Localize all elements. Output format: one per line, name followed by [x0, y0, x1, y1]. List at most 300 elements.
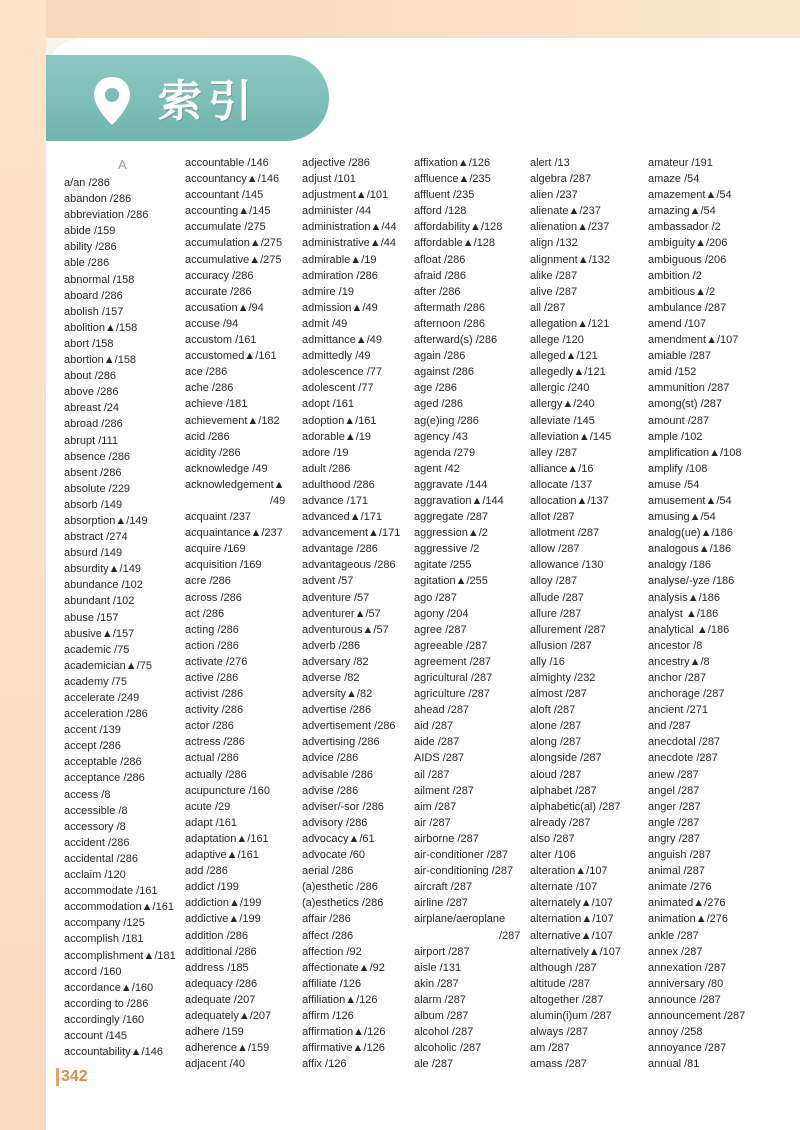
index-entry: advisory /286	[302, 816, 368, 829]
index-entry: alter /106	[530, 849, 576, 862]
index-entry: anger /287	[648, 800, 701, 813]
index-entry: absent /286	[64, 466, 122, 479]
index-entry: air-conditioner /287	[414, 849, 509, 862]
index-entry: amusing▲/54	[648, 511, 716, 524]
index-entry: affiliate /126	[302, 977, 362, 990]
index-entry: advertise /286	[302, 704, 372, 717]
index-entry: adolescent /77	[302, 382, 374, 395]
index-entry: allusion /287	[530, 639, 592, 652]
index-entry: adherence▲/159	[185, 1042, 270, 1055]
index-entry: alphabetic(al) /287	[530, 800, 621, 813]
index-entry: accessory /8	[64, 820, 126, 833]
index-entry: accountant /145	[185, 189, 264, 202]
index-entry: academician▲/75	[64, 659, 152, 672]
index-entry: admit /49	[302, 317, 348, 330]
index-entry: amaze /54	[648, 173, 700, 186]
index-entry: acute /29	[185, 800, 231, 813]
index-entry: ambiguous /206	[648, 253, 727, 266]
index-entry: acquaintance▲/237	[185, 527, 283, 540]
index-entry: alcoholic /287	[414, 1042, 482, 1055]
index-entry: amplify /108	[648, 462, 708, 475]
index-entry: accounting▲/145	[185, 205, 271, 218]
index-entry: analyst ▲/186	[648, 607, 719, 620]
index-entry: afterward(s) /286	[414, 334, 498, 347]
index-entry: allotment /287	[530, 527, 600, 540]
index-entry: allow /287	[530, 543, 580, 556]
index-entry: advantageous /286	[302, 559, 396, 572]
title-banner	[46, 55, 329, 141]
index-entry: adversary /82	[302, 655, 369, 668]
index-entry: accessible /8	[64, 804, 128, 817]
index-entry: amend /107	[648, 317, 707, 330]
index-entry: alternation▲/107	[530, 913, 614, 926]
index-entry: align /132	[530, 237, 578, 250]
index-entry: abolish /157	[64, 305, 124, 318]
index-entry: acquisition /169	[185, 559, 262, 572]
index-entry: adventurous▲/57	[302, 623, 389, 636]
index-entry: affix /126	[302, 1058, 347, 1071]
index-entry: alumin(i)um /287	[530, 1009, 612, 1022]
index-entry: allegedly▲/121	[530, 366, 606, 379]
index-entry: affordable▲/128	[414, 237, 496, 250]
index-entry: adaptive▲/161	[185, 849, 259, 862]
index-entry: alternatively▲/107	[530, 945, 621, 958]
index-entry: airport /287	[414, 945, 470, 958]
index-entry: alphabet /287	[530, 784, 597, 797]
index-entry: advance /171	[302, 494, 369, 507]
index-entry: all /287	[530, 301, 566, 314]
index-entry: adverse /82	[302, 672, 360, 684]
index-entry: agony /204	[414, 607, 469, 620]
index-entry: altogether /287	[530, 993, 604, 1006]
index-entry: abundance /102	[64, 579, 143, 592]
index-entry: advocacy▲/61	[302, 832, 375, 845]
index-entry: ambition /2	[648, 269, 702, 282]
index-entry: academic /75	[64, 643, 130, 656]
index-entry: admittance▲/49	[302, 334, 382, 347]
index-entry: agent /42	[414, 462, 460, 475]
index-entry: AIDS /287	[414, 752, 465, 765]
index-entry: adventurer▲/57	[302, 607, 381, 620]
index-entry: admittedly /49	[302, 350, 371, 363]
index-entry: acre /286	[185, 575, 231, 588]
index-columns	[0, 155, 800, 1075]
page-number	[56, 1068, 88, 1086]
index-entry: admirable▲/19	[302, 253, 377, 266]
index-entry: adolescence /77	[302, 366, 383, 379]
index-entry: admiration /286	[302, 269, 378, 282]
index-entry: allot /287	[530, 511, 575, 524]
index-entry: adoption▲/161	[302, 414, 377, 427]
index-entry: annex /287	[648, 945, 703, 958]
index-column-6	[648, 155, 745, 1072]
index-entry: achievement▲/182	[185, 414, 280, 427]
index-entry: alternative▲/107	[530, 929, 614, 942]
index-entry: amazing▲/54	[648, 205, 716, 218]
index-entry: always /287	[530, 1026, 589, 1039]
index-entry: am /287	[530, 1042, 570, 1055]
index-entry: allege /120	[530, 334, 584, 347]
index-entry: ambitious▲/2	[648, 285, 716, 298]
index-entry: /287	[499, 929, 521, 942]
index-entry: agency /43	[414, 430, 468, 443]
index-entry: accordance▲/160	[64, 981, 154, 994]
index-entry: accountability▲/146	[64, 1046, 163, 1059]
index-entry: adaptation▲/161	[185, 832, 269, 845]
index-entry: alone /287	[530, 720, 582, 733]
index-entry: absurdity▲/149	[64, 563, 141, 576]
index-entry: allocation▲/137	[530, 494, 609, 507]
index-entry: acknowledge /49	[185, 462, 268, 475]
index-entry: affectionate▲/92	[302, 961, 385, 974]
index-entry: acquire /169	[185, 543, 246, 556]
index-entry: accuracy /286	[185, 269, 254, 282]
index-entry: advantage /286	[302, 543, 378, 556]
index-entry: abuse /157	[64, 611, 119, 624]
index-entry: accumulate /275	[185, 221, 266, 234]
index-entry: album /287	[414, 1009, 469, 1022]
index-entry: accelerate /249	[64, 692, 140, 704]
index-entry: analog(ue)▲/186	[648, 527, 733, 540]
index-entry: ace /286	[185, 366, 228, 379]
index-entry: advise /286	[302, 784, 359, 797]
index-entry: alleviate /145	[530, 414, 595, 427]
index-entry: algebra /287	[530, 173, 592, 186]
index-entry: analysis▲/186	[648, 591, 721, 604]
index-entry: adviser/-sor /286	[302, 800, 384, 813]
index-entry: acting /286	[185, 623, 239, 636]
index-entry: ag(e)ing /286	[414, 414, 479, 427]
index-entry: animate /276	[648, 881, 712, 894]
index-entry: air-conditioning /287	[414, 865, 514, 878]
index-entry: adapt /161	[185, 816, 237, 829]
index-entry: affluent /235	[414, 189, 475, 202]
index-entry: accord /160	[64, 965, 122, 978]
index-entry: aggression▲/2	[414, 527, 488, 540]
index-entry: ammunition /287	[648, 382, 730, 395]
index-entry: acquaint /237	[185, 511, 252, 524]
index-entry: abusive▲/157	[64, 627, 135, 640]
index-entry: ancestor /8	[648, 639, 703, 652]
index-entry: against /286	[414, 366, 474, 379]
index-entry: alcohol /287	[414, 1026, 474, 1039]
index-entry: abnormal /158	[64, 273, 135, 286]
index-entry: accent /139	[64, 724, 121, 737]
index-entry: aerial /286	[302, 865, 354, 878]
index-entry: anew /287	[648, 768, 699, 781]
index-entry: advice /286	[302, 752, 359, 765]
index-entry: aid /287	[414, 720, 454, 733]
index-entry: annoy /258	[648, 1026, 703, 1039]
index-column-1	[64, 155, 176, 1060]
index-entry: animated▲/276	[648, 897, 726, 910]
index-entry: announce /287	[648, 993, 721, 1006]
index-entry: accommodation▲/161	[64, 901, 174, 914]
index-entry: adequate /207	[185, 993, 256, 1006]
top-color-band	[0, 0, 800, 38]
index-entry: ambulance /287	[648, 301, 727, 314]
index-entry: age /286	[414, 382, 457, 395]
index-entry: abandon /286	[64, 193, 132, 206]
index-entry: alteration▲/107	[530, 865, 608, 878]
index-entry: aggregate /287	[414, 511, 489, 524]
index-entry: alarm /287	[414, 993, 466, 1006]
index-entry: along /287	[530, 736, 582, 749]
index-entry: aloud /287	[530, 768, 582, 781]
index-entry: aftermath /286	[414, 301, 485, 314]
index-entry: accustom /161	[185, 334, 257, 347]
index-entry: afloat /286	[414, 253, 466, 266]
index-entry: address /185	[185, 961, 249, 974]
index-entry: amass /287	[530, 1058, 587, 1071]
index-entry: accumulative▲/275	[185, 253, 282, 266]
index-entry: and /287	[648, 720, 691, 733]
index-entry: anchorage /287	[648, 688, 725, 701]
index-entry: animal /287	[648, 865, 705, 878]
index-entry: /49	[270, 494, 286, 507]
index-entry: agreement /287	[414, 655, 492, 668]
index-entry: alienate▲/237	[530, 205, 601, 218]
index-entry: affirmation▲/126	[302, 1026, 386, 1039]
index-entry: alley /287	[530, 446, 578, 459]
index-entry: (a)esthetics /286	[302, 897, 384, 910]
index-entry: announcement /287	[648, 1009, 746, 1022]
index-entry: accommodate /161	[64, 885, 158, 898]
index-entry: abundant /102	[64, 595, 135, 608]
index-entry: allocate /137	[530, 478, 593, 491]
index-entry: ambiguity▲/206	[648, 237, 728, 250]
index-entry: addict /199	[185, 881, 239, 894]
index-entry: amount /287	[648, 414, 710, 427]
index-entry: abortion▲/158	[64, 354, 137, 367]
index-entry: airborne /287	[414, 832, 479, 845]
index-entry: alleviation▲/145	[530, 430, 612, 443]
index-entry: absence /286	[64, 450, 131, 463]
index-entry: agriculture /287	[414, 688, 490, 701]
index-entry: alternate /107	[530, 881, 598, 894]
index-entry: among(st) /287	[648, 398, 722, 411]
index-entry: accomplishment▲/181	[64, 949, 176, 962]
index-entry: angel /287	[648, 784, 700, 797]
index-entry: annual /81	[648, 1058, 700, 1071]
index-entry: also /287	[530, 832, 575, 845]
index-entry: administrative▲/44	[302, 237, 397, 250]
index-entry: abide /159	[64, 225, 116, 238]
location-pin-icon	[91, 75, 133, 127]
index-entry: agreeable /287	[414, 639, 488, 652]
index-entry: addiction▲/199	[185, 897, 262, 910]
index-entry: ancient /271	[648, 704, 708, 717]
index-entry: allure /287	[530, 607, 582, 620]
index-entry: alive /287	[530, 285, 578, 298]
index-entry: acclaim /120	[64, 869, 126, 882]
index-entry: afford /128	[414, 205, 467, 218]
index-column-3	[302, 155, 400, 1072]
index-entry: angry /287	[648, 832, 700, 845]
index-entry: activity /286	[185, 704, 244, 717]
index-entry: across /286	[185, 591, 242, 604]
index-entry: affordability▲/128	[414, 221, 503, 234]
index-entry: activate /276	[185, 655, 248, 668]
index-entry: alongside /287	[530, 752, 602, 765]
index-entry: amazement▲/54	[648, 189, 732, 202]
index-entry: alliance▲/16	[530, 462, 594, 475]
index-entry: analogous▲/186	[648, 543, 732, 556]
index-entry: altitude /287	[530, 977, 590, 990]
index-entry: alternately▲/107	[530, 897, 614, 910]
index-entry: activist /286	[185, 688, 244, 701]
index-entry: anniversary /80	[648, 977, 724, 990]
index-entry: a/an /286	[64, 177, 110, 189]
index-entry: achieve /181	[185, 398, 248, 411]
index-entry: accuse /94	[185, 317, 239, 330]
index-entry: affirmative▲/126	[302, 1042, 385, 1055]
index-entry: acceptable /286	[64, 756, 142, 769]
index-entry: advisable /286	[302, 768, 373, 781]
index-entry: adulthood /286	[302, 478, 375, 491]
index-entry: actress /286	[185, 736, 245, 749]
index-entry: ancestry▲/8	[648, 655, 710, 668]
index-entry: adorable▲/19	[302, 430, 371, 443]
index-entry: adverb /286	[302, 639, 361, 652]
index-entry: abbreviation /286	[64, 209, 149, 222]
index-entry: absorb /149	[64, 498, 123, 511]
index-entry: addictive▲/199	[185, 913, 261, 926]
index-entry: actually /286	[185, 768, 247, 781]
index-entry: acidity /286	[185, 446, 241, 459]
index-entry: airplane/aeroplane	[414, 913, 506, 926]
index-entry: accumulation▲/275	[185, 237, 283, 250]
index-entry: allergy▲/240	[530, 398, 595, 411]
index-entry: abstract /274	[64, 531, 128, 544]
index-entry: affair /286	[302, 913, 351, 926]
index-entry: able /286	[64, 257, 110, 270]
index-entry: alignment▲/132	[530, 253, 610, 266]
index-entry: akin /287	[414, 977, 459, 990]
index-entry: allegation▲/121	[530, 317, 610, 330]
index-entry: alloy /287	[530, 575, 578, 588]
index-entry: air /287	[414, 816, 451, 829]
index-entry: ago /287	[414, 591, 457, 604]
index-entry: absolute /229	[64, 482, 131, 495]
index-column-2	[185, 155, 285, 1072]
index-entry: ahead /287	[414, 704, 470, 717]
index-entry: affiliation▲/126	[302, 993, 378, 1006]
index-column-5	[530, 155, 621, 1072]
index-entry: aggravation▲/144	[414, 494, 504, 507]
index-entry: absurd /149	[64, 547, 123, 560]
index-entry: amiable /287	[648, 350, 711, 363]
index-entry: aggressive /2	[414, 543, 480, 556]
index-entry: annoyance /287	[648, 1042, 727, 1055]
letter-heading: A	[118, 157, 127, 172]
index-entry: amplification▲/108	[648, 446, 742, 459]
index-entry: adequately▲/207	[185, 1009, 272, 1022]
index-entry: academy /75	[64, 675, 127, 688]
index-entry: allergic /240	[530, 382, 590, 395]
index-entry: aide /287	[414, 736, 460, 749]
index-entry: ample /102	[648, 430, 703, 443]
index-entry: almost /287	[530, 688, 587, 701]
index-entry: aggravate /144	[414, 478, 488, 491]
index-entry: adjustment▲/101	[302, 189, 389, 202]
index-entry: after /286	[414, 285, 461, 298]
index-entry: aisle /131	[414, 961, 462, 974]
index-entry: actual /286	[185, 752, 239, 765]
index-entry: analytical ▲/186	[648, 623, 730, 636]
index-entry: agricultural /287	[414, 672, 493, 684]
index-entry: advertisement /286	[302, 720, 396, 733]
index-entry: afternoon /286	[414, 317, 485, 330]
index-entry: acknowledgement▲	[185, 478, 285, 491]
index-entry: abreast /24	[64, 402, 120, 415]
index-entry: acceleration /286	[64, 708, 148, 721]
index-entry: advent /57	[302, 575, 354, 588]
index-entry: advanced▲/171	[302, 511, 383, 524]
index-entry: already /287	[530, 816, 591, 829]
index-entry: accidental /286	[64, 852, 138, 865]
index-entry: absorption▲/149	[64, 514, 148, 527]
index-entry: add /286	[185, 865, 228, 878]
index-entry: alert /13	[530, 157, 570, 169]
index-entry: additional /286	[185, 945, 257, 958]
index-entry: alike /287	[530, 269, 578, 282]
index-entry: access /8	[64, 788, 111, 801]
index-entry: ache /286	[185, 382, 234, 395]
index-entry: admire /19	[302, 285, 354, 298]
index-entry: active /286	[185, 672, 239, 684]
index-entry: ankle /287	[648, 929, 699, 942]
index-entry: amateur /191	[648, 157, 713, 169]
index-entry: affluence▲/235	[414, 173, 491, 186]
index-entry: accustomed▲/161	[185, 350, 277, 363]
index-entry: adventure /57	[302, 591, 370, 604]
index-entry: almighty /232	[530, 672, 596, 684]
index-entry: aircraft /287	[414, 881, 473, 894]
index-entry: amendment▲/107	[648, 334, 739, 347]
index-entry: abort /158	[64, 337, 114, 350]
index-entry: acceptance /286	[64, 772, 145, 785]
index-entry: accomplish /181	[64, 933, 144, 946]
index-entry: actor /286	[185, 720, 234, 733]
index-entry: agitate /255	[414, 559, 472, 572]
index-entry: action /286	[185, 639, 239, 652]
index-entry: agenda /279	[414, 446, 476, 459]
index-entry: (a)esthetic /286	[302, 881, 378, 894]
index-entry: angle /287	[648, 816, 700, 829]
index-entry: accountable /146	[185, 157, 269, 169]
index-entry: adversity▲/82	[302, 688, 373, 701]
index-entry: adhere /159	[185, 1026, 244, 1039]
index-entry: alienation▲/237	[530, 221, 610, 234]
index-entry: abroad /286	[64, 418, 123, 431]
index-entry: alleged▲/121	[530, 350, 598, 363]
page-title: 索引	[158, 76, 258, 127]
index-entry: affection /92	[302, 945, 362, 958]
index-entry: ambassador /2	[648, 221, 721, 234]
index-entry: anguish /287	[648, 849, 711, 862]
index-entry: accompany /125	[64, 917, 145, 930]
index-entry: agree /287	[414, 623, 467, 636]
index-entry: accountancy▲/146	[185, 173, 280, 186]
index-entry: about /286	[64, 370, 116, 383]
index-entry: accusation▲/94	[185, 301, 264, 314]
index-entry: allude /287	[530, 591, 584, 604]
index-entry: annexation /287	[648, 961, 727, 974]
index-entry: again /286	[414, 350, 466, 363]
index-entry: advocate /60	[302, 849, 365, 862]
index-entry: amusement▲/54	[648, 494, 732, 507]
